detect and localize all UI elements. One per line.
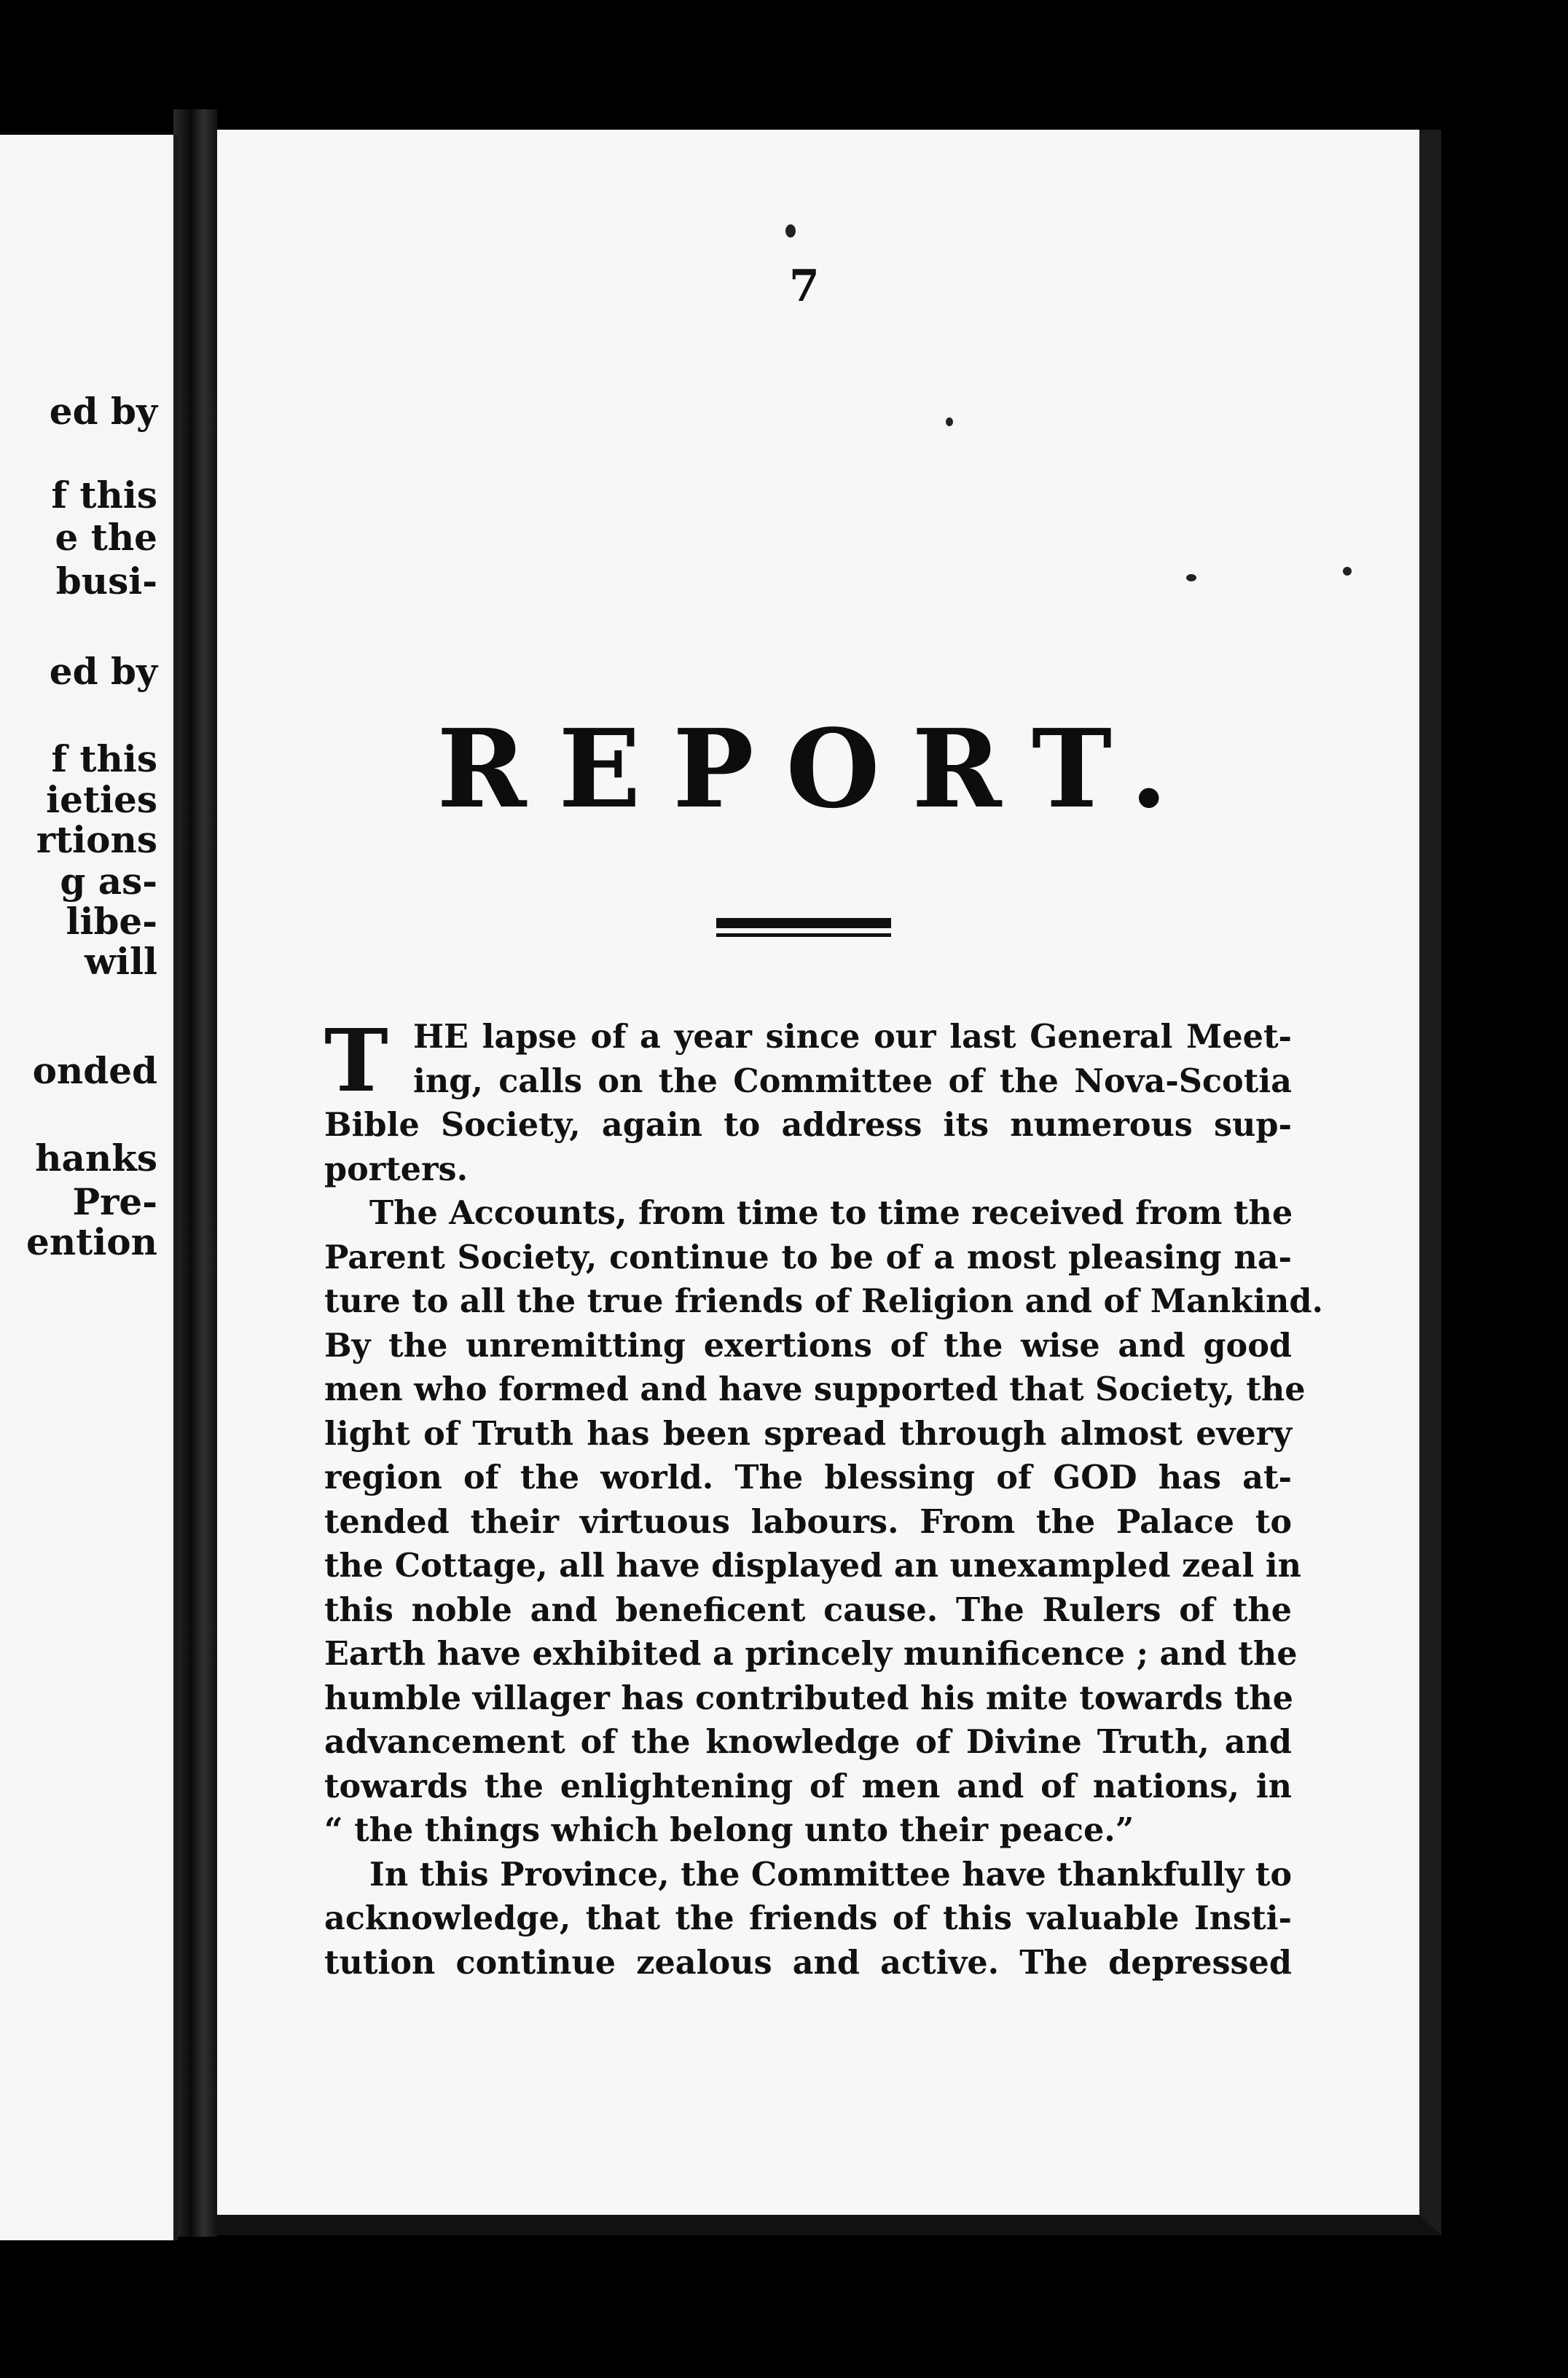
body-line: tution continue zealous and active. The depressed xyxy=(324,1943,1292,1982)
body-line: Parent Society, continue to be of a most pleasing na- xyxy=(324,1238,1292,1276)
ink-speck xyxy=(946,417,953,426)
left-page-fragment: ed by xyxy=(49,390,157,433)
left-page-fragment: onded xyxy=(32,1049,157,1092)
body-line: advancement of the knowledge of Divine Truth, and xyxy=(324,1723,1292,1761)
ink-speck xyxy=(785,224,796,238)
left-page-fragment: will xyxy=(84,940,157,983)
left-page-fragment: e the xyxy=(55,516,157,559)
left-page-fragment: hanks xyxy=(35,1137,157,1180)
body-line: HE lapse of a year since our last General Meet- xyxy=(413,1018,1292,1056)
right-page xyxy=(217,130,1441,2235)
left-page-fragment: busi- xyxy=(55,560,157,603)
left-page-fragment: f this xyxy=(51,474,157,517)
left-page-fragment: f this xyxy=(51,737,157,780)
page-number: 7 xyxy=(789,261,820,312)
ink-speck xyxy=(1343,567,1352,576)
body-line: Bible Society, again to address its numerous sup- xyxy=(324,1106,1292,1144)
body-line: towards the enlightening of men and of nations, in xyxy=(324,1767,1292,1805)
body-line: “ the things which belong unto their peace.” xyxy=(324,1811,1134,1849)
left-page-fragment: ieties xyxy=(46,778,157,821)
left-page-fragment: rtions xyxy=(36,818,157,861)
body-line: ing, calls on the Committee of the Nova-Scotia xyxy=(413,1062,1292,1100)
body-line: In this Province, the Committee have thankfully to xyxy=(369,1855,1292,1894)
left-page-fragment: libe- xyxy=(66,900,157,943)
body-line: ture to all the true friends of Religion and of Mankind. xyxy=(324,1282,1323,1320)
book-gutter xyxy=(173,109,217,2237)
ink-speck xyxy=(1186,574,1196,581)
body-line: light of Truth has been spread through almost every xyxy=(324,1414,1292,1453)
left-page-fragment: g as- xyxy=(60,860,157,903)
body-line: region of the world. The blessing of GOD has at- xyxy=(324,1459,1292,1496)
body-line: porters. xyxy=(324,1150,469,1188)
left-page-fragment: Pre- xyxy=(72,1180,157,1223)
body-line: this noble and beneficent cause. The Rulers of the xyxy=(324,1590,1292,1629)
report-body xyxy=(324,1010,1323,1985)
body-line: humble villager has contributed his mite towards the xyxy=(324,1679,1293,1717)
body-line: tended their virtuous labours. From the Palace to xyxy=(324,1502,1292,1541)
left-page-fragment: ention xyxy=(26,1220,157,1263)
body-line: The Accounts, from time to time received from the xyxy=(369,1194,1293,1232)
title-rule xyxy=(716,918,891,937)
left-page xyxy=(0,135,178,2240)
drop-cap: T xyxy=(324,1010,388,1111)
left-page-fragment: ed by xyxy=(49,650,157,693)
body-line: men who formed and have supported that Society, the xyxy=(324,1370,1306,1408)
body-line: By the unremitting exertions of the wise and good xyxy=(324,1326,1292,1365)
body-line: Earth have exhibited a princely munificence ; and the xyxy=(324,1635,1298,1673)
body-line: the Cottage, all have displayed an unexampled zeal in xyxy=(324,1547,1302,1585)
body-line: acknowledge, that the friends of this valuable Insti- xyxy=(324,1899,1292,1937)
page-title: REPORT. xyxy=(436,705,1200,832)
